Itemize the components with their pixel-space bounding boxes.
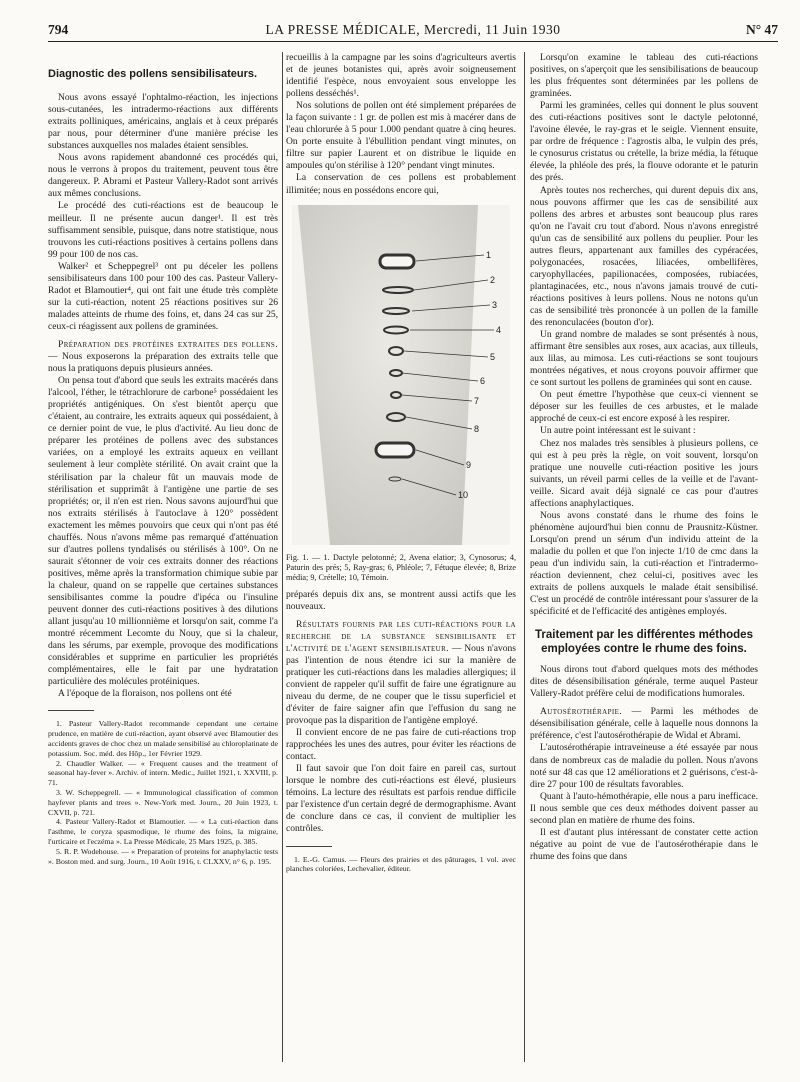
section-title: Diagnostic des pollens sensibilisateurs. (48, 68, 258, 80)
footnote: 4. Pasteur Vallery-Radot et Blamoutier. — « La cuti-réaction dans l'asthme, le coryza spasmodique, le rhume des foins, la migraine, l'urticaire et l'eczéma ». La Presse Médicale, 25 Mars 1925, p. 385. (48, 817, 278, 846)
paragraph: Nos solutions de pollen ont été simplement préparées de la façon suivante : 1 gr. de pollen est mis à macérer dans de l'eau chlorurée à 5 pour 1.000 pendant quatre à cinq heures. On porte ensuite à l'ébullition pendant vingt minutes, on filtre sur papier Laurent et on distribue le liquide en ampoules qu'on stérilise à 120° pendant vingt minutes. (286, 100, 516, 172)
paragraph: recueillis à la campagne par les soins d'agriculteurs avertis et de jeunes botanistes qui, après avoir soigneusement identifié l'espèce, nous envoyaient sous enveloppe les pollens desséchés¹. (286, 52, 516, 100)
paragraph: Nous avons constaté dans le rhume des foins le phénomène aujourd'hui bien connu de Prausnitz-Küstner. Lorsqu'on prend un sérum d'un individu atteint de la maladie du pollen et que l'on injecte 1/10 de cmc dans la peau d'un individu sain, la cuti-réaction et l'intradermo-réaction deviennent, chez celui-ci, positives avec les extraits de pollens auxquels le malade était sensibilisé. C'est un procédé de contrôle intéressant pour s'assurer de la spécificité et de l'efficacité des antigènes employés. (530, 509, 758, 618)
figure-label: 10 (458, 489, 469, 500)
figure-label: 6 (480, 375, 486, 386)
paragraph: Un autre point intéressant est le suivant : (540, 425, 696, 437)
column-divider (282, 52, 283, 1062)
figure-label: 9 (466, 459, 472, 470)
section-title: Traitement par les différentes méthodes employées contre le rhume des foins. (535, 629, 753, 656)
figure-label: 3 (492, 299, 498, 310)
paragraph: Quant à l'auto-hémothérapie, elle nous a paru inefficace. Il nous semble que ces deux méthodes doivent passer au second plan en matière de rhume des foins. (530, 790, 758, 826)
paragraph: Nous dirons tout d'abord quelques mots des méthodes dites de désensibilisation générale, terme auquel Pasteur Vallery-Radot préfère celui de modifications humorales. (530, 664, 758, 700)
footnote: 1. E.-G. Camus. — Fleurs des prairies et des pâturages, 1 vol. avec planches coloriées, Lechevalier, éditeur. (286, 854, 516, 874)
figure-skin-test-photo (292, 205, 510, 545)
paragraph: Nous avons rapidement abandonné ces procédés qui, nous le verrons à propos du traitement, peuvent tous être dangereux. P. Abrami et Pasteur Vallery-Radot sont arrivés aux mêmes conclusions. (48, 152, 278, 200)
paragraph: Nous avons essayé l'ophtalmo-réaction, les injections sous-cutanées, les intradermo-réactions aux différents extraits polliniques, américains, anglais et à ceux préparés par nous, pour déterminer d'une manière précise les substances auxquelles nos malades étaient sensibles. (48, 92, 278, 152)
figure-label: 2 (490, 274, 496, 285)
paragraph: Après toutes nos recherches, qui durent depuis dix ans, nous pouvons affirmer que les cas de sensibilité aux pollens des arbres et arbustes sont beaucoup plus rares qu'on ne l'avait cru tout d'abord. Nous n'avons enregistré qu'un cas de sensibilité aux pollens du peuplier. Pour les autres fleurs, appartenant aux familles des cypéracées, polygonacées, rosacées, liliacées, ombellifères, caryophyllacées, papilionacées, composées, rubiacées, plantaginacées, etc., nous n'avons jamais trouvé de cuti-réactions positives à leurs pollens. Nous ne notons qu'un cas de sensibilité très prononcée à un pollen de la famille des renonculacées (bouton d'or). (530, 184, 758, 329)
subsection-heading: Autosérothérapie. (540, 706, 623, 718)
figure-label: 8 (474, 423, 480, 434)
paragraph: On peut émettre l'hypothèse que ceux-ci viennent se déposer sur les feuilles de ces arbustes, et le malade approché de ceux-ci est encore exposé à les respirer. (530, 389, 758, 425)
column-3 (530, 52, 758, 1072)
page-number: 794 (48, 22, 69, 37)
paragraph: préparés depuis dix ans, se montrent aussi actifs que les nouveaux. (286, 588, 516, 612)
footnote-separator (48, 710, 94, 711)
paragraph: Lorsqu'on examine le tableau des cuti-réactions positives, on s'aperçoit que les sensibilisations de beaucoup les plus fréquentes sont déterminées par les pollens de graminées. (530, 52, 758, 100)
figure-caption: Fig. 1. — 1. Dactyle pelotonné; 2, Avena elatior; 3, Cynosorus; 4, Paturin des prés; 5, Ray-gras; 6, Phléole; 7, Fétuque élevée; 8, Brize média; 9, Crételle; 10, Témoin. (286, 552, 516, 582)
paragraph: L'autosérothérapie intraveineuse a été essayée par nous dans de nombreux cas de maladie du pollen. Nous n'avons noté sur 48 cas que 12 améliorations et 2 guérisons, c'est-à-dire 27 pour 100 de résultats favorables. (530, 742, 758, 790)
paragraph: Résultats fournis par les cuti-réactions pour la recherche de la substance sensibilisante et l'activité de l'agent sensibilisateur. — Nous n'avons pas l'intention de nous étendre ici sur la manière de pratiquer les cuti-réactions dans les maladies allergiques; il convient de rappeler qu'il suffit de faire une égratignure au niveau du derme, de ne couper que le tissu superficiel et d'éviter de faire saigner afin que l'effusion du sang ne provoque pas la disparition de l'antigène employé. (286, 618, 516, 727)
reaction-wheal (380, 255, 414, 268)
subsection-heading: Préparation des protéines extraites des pollens. (58, 338, 278, 350)
footnote: 3. W. Scheppegrell. — « Immunological classification of common hayfever plants and trees ». New-York med. Journ., 20 Juin 1923, t. CXVII, p. 721. (48, 787, 278, 817)
paragraph: Walker² et Scheppegrel³ ont pu déceler les pollens sensibilisateurs dans 100 pour 100 des cas. Pasteur Vallery-Radot et Blamoutier⁴, qui ont fait une étude très complète sur la cuti-réaction, notent 25 réactions positives sur 26 malades atteints de rhume des foins, et, dans 24 cas sur 25, ceux-ci réagissent aux pollens de graminées. (48, 260, 278, 332)
footnote: 2. Chaudler Walker. — « Frequent causes and the treatment of seasonal hay-fever ». Archiv. of intern. Medic., Juillet 1921, t. XXVIII, p. 71. (48, 758, 278, 788)
running-header (48, 22, 778, 38)
paragraph: Le procédé des cuti-réactions est de beaucoup le meilleur. Il ne présente aucun danger¹. Il est très suffisamment sensible, puisque, dans notre statistique, nous trouvons les cuti-réactions positives à certains pollens dans 99 pour 100 de nos cas. (48, 200, 278, 260)
column-1 (48, 52, 278, 1072)
column-divider (524, 52, 525, 1062)
figure-label: 7 (474, 395, 480, 406)
figure-label: 5 (490, 351, 496, 362)
header-rule (48, 41, 778, 42)
paragraph: Il convient encore de ne pas faire de cuti-réactions trop rapprochées les unes des autres, pour éviter les réactions de contact. (286, 727, 516, 763)
footnote: 5. R. P. Wodehouse. — « Preparation of proteins for anaphylactic tests ». Boston med. and surg. Journ., 10 Août 1916, t. CLXXV, n° 6, p. 195. (48, 846, 278, 866)
footnote: 1. Pasteur Vallery-Radot recommande cependant une certaine prudence, en matière de cuti-réaction, ayant observé avec Blamoutier des accidents graves de choc chez un malade sensibilisé au chloroplatinate de potassium. Soc. méd. des Hôp., 1er Février 1929. (48, 719, 278, 758)
footnote-separator (286, 846, 332, 847)
paragraph: Il est d'autant plus intéressant de constater cette action négative au point de vue de l'autosérothérapie dans le rhume des foins que dans (530, 826, 758, 862)
subsection-heading: Résultats fournis par les cuti-réactions pour la recherche de la substance sensibilisante et l'activité de l'agent sensibilisateur. (286, 618, 516, 654)
paragraph: On pensa tout d'abord que seuls les extraits macérés dans l'alcool, l'éther, le tétrachlorure de carbone⁵ possédaient les propriétés antigéniques. On s'est bientôt aperçu que c'étaient, au contraire, les extraits aqueux qui possédaient, à ce dernier point de vue, le plus d'activité. Au lieu donc de préparer les protéines de pollens avec des substances variées, on a employé les extraits aqueux en veillant seulement à leur complète stérilité. On avait craint que la stérilisation par la chaleur fût un mauvais mode de stérilisation et supprimât à l'antigène une partie de ses propriétés; or, il n'en est rien. Nous savons aujourd'hui que nos extraits stérilisés à l'autoclave à 120° possèdent exactement les mêmes pouvoirs que ceux qui n'ont pas été chauffés. Nous n'avons même pas remarqué d'atténuation sur d'autres pollens tyndalisés ou stérilisés à 100°. On ne saurait s'étonner de voir ces extraits donner des réactions positives, même après la transformation chimique subie par la chaleur, quand on se rappelle que certaines substances sensibilisantes comme la poudre d'ipéca ou l'insuline peuvent donner des cuti-réactions positives à des dilutions allant jusqu'au 10 millionnième et lorsqu'on sait, comme l'a montré récemment Lecomte du Nouy, que si la chaleur, dans les sérums, par exemple, provoque des modifications considérables et supprime en particulier les propriétés complémentaires, elle le fait par une hydratation particulière des molécules protéiniques. (48, 375, 278, 688)
paragraph: La conservation de ces pollens est probablement illimitée; nous en possédons encore qui, (286, 172, 516, 196)
issue-number: N° 47 (745, 22, 778, 37)
reaction-wheal (376, 443, 414, 457)
figure-label: 1 (486, 249, 492, 260)
paragraph: Préparation des protéines extraites des pollens. — Nous exposerons la préparation des extraits telle que nous la pratiquons depuis plusieurs années. (48, 338, 278, 375)
column-2 (286, 52, 516, 1072)
footnotes (48, 719, 278, 866)
paragraph: A l'époque de la floraison, nos pollens ont été (58, 688, 232, 700)
paragraph: Parmi les graminées, celles qui donnent le plus souvent des cuti-réactions positives sont le dactyle pelotonné, l'avoine élevée, le ray-gras et le seigle. Viennent ensuite, par ordre de fréquence : l'agrostis alba, le vulpin des prés, le cynosurus cristatus ou crételle, la brize média, la fétuque élevée, la phléole des prés, la flouve odorante et le paturin des prés. (530, 100, 758, 184)
journal-title: LA PRESSE MÉDICALE, Mercredi, 11 Juin 1930 (265, 22, 561, 37)
paragraph: Il faut savoir que l'on doit faire en pareil cas, surtout lorsque le nombre des cuti-réactions est élevé, plusieurs témoins. La lecture des résultats est parfois rendue difficile par l'existence d'un certain degré de dermographisme. Avant de conclure dans ce cas, il convient de multiplier les contrôles. (286, 763, 516, 835)
figure-label: 4 (496, 324, 502, 335)
paragraph: Chez nos malades très sensibles à plusieurs pollens, ce qui est à peu près la règle, on voit souvent, lorsqu'on pratique une nouvelle cuti-réaction positive les jours suivants, un réveil parmi celles de la veille et de l'avant-veille. Sicard avait déjà signalé ce cas pour d'autres affections anaphylactiques. (530, 437, 758, 509)
forearm-photo (292, 205, 510, 545)
paragraph: Autosérothérapie. — Parmi les méthodes de désensibilisation générale, celle à laquelle nous donnons la préférence, c'est l'autosérothérapie de Widal et Abrami. (530, 706, 758, 742)
footnotes (286, 855, 516, 875)
paragraph: Un grand nombre de malades se sont présentés à nous, affirmant être sensibles aux roses, aux acacias, aux tilleuls, aux lilas, au mimosa. Les cuti-réactions se sont toujours montrées négatives, et nous croyons pouvoir affirmer que ce sont surtout les pollens de graminées qui sont en cause. (530, 329, 758, 389)
